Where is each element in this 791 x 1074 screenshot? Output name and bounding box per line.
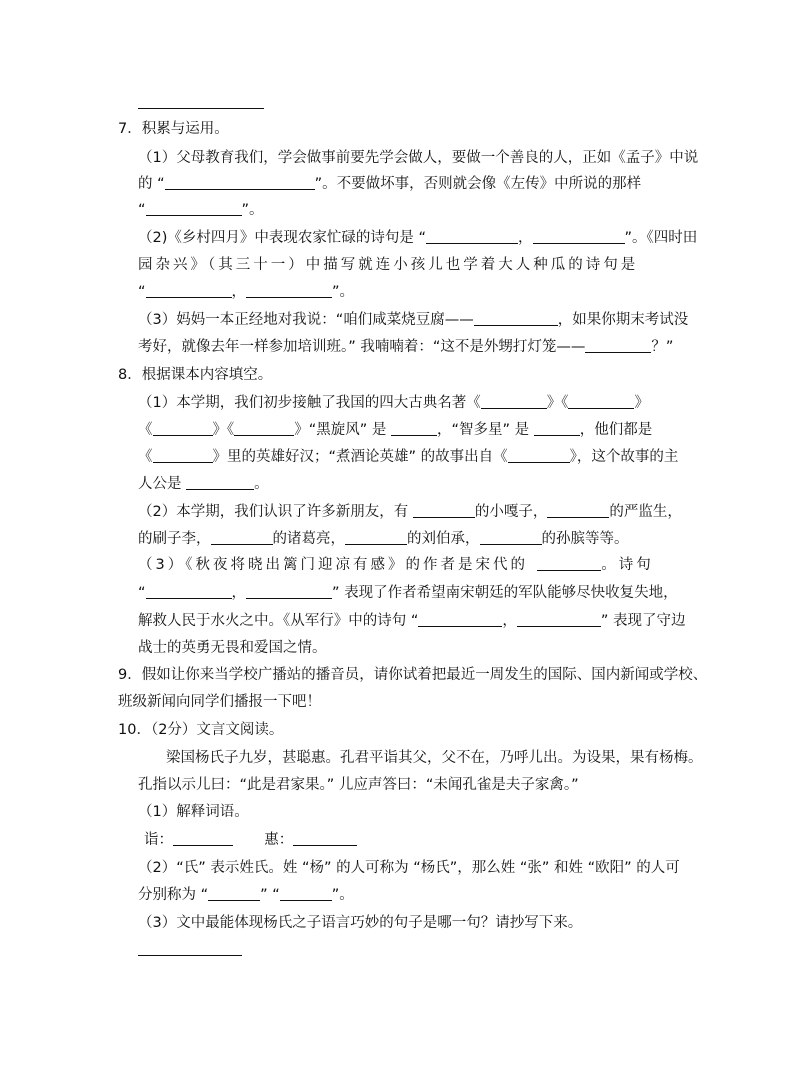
q8-p2-text-5: 的诸葛亮，	[272, 531, 345, 547]
q7-p2-quote-open: “	[138, 284, 146, 300]
q8-p1-text-3: 》里的英雄好汉；“煮酒论英雄” 的故事出自《	[212, 449, 508, 465]
q8-p1-zhiduoxing: ，“智多星” 是	[437, 422, 530, 438]
blank-yanjiansheng[interactable]	[547, 503, 609, 518]
q8-p2-line-a	[138, 502, 682, 522]
blank-classic-3[interactable]	[153, 421, 213, 436]
blank-ouyang-shi[interactable]	[280, 886, 332, 901]
q9-line-b: 班级新闻向同学们播报一下吧！	[118, 694, 321, 710]
q8-p3-comma: ，	[231, 585, 247, 601]
blank-poem-line-2[interactable]	[246, 584, 332, 599]
q8-p1-bracket-close: 》	[634, 395, 649, 411]
blank-classic-1[interactable]	[481, 394, 547, 409]
blank-liubocheng[interactable]	[345, 530, 407, 545]
blank-congjunxing-2[interactable]	[517, 612, 601, 627]
q7-p2-comma-2: ，	[231, 284, 247, 300]
blank-zhang-shi[interactable]	[208, 886, 260, 901]
blank-yi[interactable]	[173, 831, 233, 846]
q10-title: 10．（2分）文言文阅读。	[118, 722, 284, 738]
q8-p2-text: （2）本学期，我们认识了许多新朋友，有	[138, 504, 409, 520]
blank-xiehouyu-1[interactable]	[474, 311, 558, 326]
q7-p3-text-2: ，如果你期末考试没	[557, 312, 689, 328]
blank-xiaogazi[interactable]	[413, 503, 475, 518]
q7-p1-quote-close: ”。	[241, 202, 264, 218]
q7-p2-text: （2)《乡村四月》中表现农家忙碌的诗句是 “	[138, 230, 427, 246]
blank-melon-poem-1[interactable]	[146, 283, 232, 298]
q8-p3-text-4: 解救人民于水火之中。《从军行》中的诗句 “	[138, 613, 419, 629]
q7-p1-quote-open: “	[138, 202, 146, 218]
q8-p2-text-7: 的孙膑等等。	[541, 531, 629, 547]
q8-p1-text-2: ，他们都是	[579, 422, 653, 438]
q8-p3-line-b	[138, 583, 678, 603]
q7-p1-text: 的 “	[138, 176, 165, 192]
q8-p2-text-6: 的刘伯承，	[407, 531, 480, 547]
blank-sunbin[interactable]	[480, 530, 542, 545]
blank-hui[interactable]	[293, 831, 357, 846]
q8-p1-text-5: 人公是	[138, 476, 182, 492]
q8-p3-text: （3）《秋夜将晓出篱门迎凉有感》的作者是宋代的	[138, 557, 528, 573]
blank-heixuanfeng[interactable]	[391, 421, 437, 436]
q8-p1-line-c	[138, 447, 678, 467]
q8-p3-text-2: 。诗句	[601, 557, 654, 573]
q8-p2-text-2: 的小嘎子，	[474, 504, 548, 520]
q7-p3-line-b	[138, 337, 673, 357]
q8-p1-period: 。	[254, 476, 269, 492]
blank-zhugeliang[interactable]	[211, 530, 273, 545]
q10-s3: （3）文中最能体现杨氏之子语言巧妙的句子是哪一句？请抄写下来。	[138, 915, 583, 931]
q7-p2-quote-close: ”。	[332, 284, 355, 300]
q8-p2-line-b	[138, 529, 629, 549]
q7-p3-text-4: ？”	[651, 339, 674, 355]
blank-classic-4[interactable]	[234, 421, 294, 436]
blank-village-poem-2[interactable]	[533, 229, 625, 244]
q7-p3-text: （3）妈妈一本正经地对我说：“咱们咸菜烧豆腐——	[138, 312, 474, 328]
q10-passage-line-a: 梁国杨氏子九岁，甚聪惠。孔君平诣其父，父不在，乃呼儿出。为设果，果有杨梅。	[166, 750, 703, 766]
blank-protagonist[interactable]	[186, 475, 254, 490]
q10-s2-line-b	[138, 885, 354, 905]
q7-title: 7．积累与运用。	[118, 121, 229, 137]
blank-classic-2[interactable]	[568, 394, 634, 409]
q10-s2-quotes: ” “	[260, 887, 280, 903]
blank-melon-poem-2[interactable]	[246, 283, 332, 298]
blank-poet[interactable]	[537, 556, 601, 571]
q8-p1-line-d	[138, 474, 269, 494]
blank-mencius-quote[interactable]	[165, 175, 315, 190]
q10-s2-text: 分别称为 “	[138, 887, 209, 903]
q8-p1-bracket-mid: 》《	[212, 422, 235, 438]
q10-s2-close: ”。	[331, 887, 354, 903]
q8-p1-line-b	[138, 420, 652, 440]
q8-p1-text-4: 》，这个故事的主	[569, 449, 679, 465]
q8-p3-line-c	[138, 611, 686, 631]
q8-p1-line-a	[138, 393, 649, 413]
q7-p1-line-b	[138, 174, 641, 194]
q7-p2-line-c	[138, 282, 354, 302]
q8-p1-heixuanfeng: 》“黑旋风” 是	[294, 422, 387, 438]
q8-p3-quote-open: “	[138, 585, 146, 601]
blank-zuozhuan-quote[interactable]	[146, 201, 242, 216]
blank-poem-line-1[interactable]	[146, 584, 232, 599]
q7-p3-text-3: 考好，就像去年一样参加培训班。” 我喃喃着：“这不是外甥打灯笼——	[138, 339, 586, 355]
q8-p3-line-d: 战士的英勇无畏和爱国之情。	[138, 640, 327, 656]
q7-p2-line-a	[138, 228, 697, 248]
blank-village-poem-1[interactable]	[426, 229, 518, 244]
q7-p1-line-a: （1）父母教育我们，学会做事前要先学会做人，要做一个善良的人，正如《孟子》中说	[138, 150, 699, 166]
q10-s1: （1）解释词语。	[138, 804, 249, 820]
blank-zhiduoxing[interactable]	[534, 421, 580, 436]
q8-p1-bracket-open: 《	[138, 422, 153, 438]
q8-p2-text-4: 的刷子李，	[138, 531, 211, 547]
blank-xiehouyu-2[interactable]	[585, 338, 651, 353]
q8-p1-bracket-open-2: 《	[138, 449, 153, 465]
blank-heroes-book[interactable]	[153, 448, 213, 463]
q10-passage-line-b: 孔指以示儿曰：“此是君家果。” 儿应声答曰：“未闻孔雀是夫子家禽。”	[138, 777, 579, 793]
q8-p3-comma-2: ，	[502, 613, 517, 629]
q8-p2-text-3: 的严监生，	[609, 504, 682, 520]
q7-p2-text-2: ”。《四时田	[624, 230, 698, 246]
q8-p1-bracket: 》《	[546, 395, 569, 411]
q10-word-hui: 惠：	[264, 832, 294, 848]
q10-word-yi: 诣：	[144, 832, 173, 848]
q10-s1-words	[144, 830, 357, 850]
q8-title: 8．根据课本内容填空。	[118, 367, 273, 383]
q10-s2-line-a: （2）“氏” 表示姓氏。姓 “杨” 的人可称为 “杨氏”，那么姓 “张” 和姓 “欧阳” 的人可	[138, 860, 680, 876]
q7-p2-line-b: 园杂兴》（其三十一）中描写就连小孩儿也学着大人种瓜的诗句是	[138, 257, 639, 273]
q7-p2-comma: ，	[518, 230, 533, 246]
q8-p3-text-3: ” 表现了作者希望南宋朝廷的军队能够尽快收复失地，	[332, 585, 678, 601]
q7-p1-text-2: ”。不要做坏事，否则就会像《左传》中所说的那样	[314, 176, 642, 192]
q7-p3-line-a	[138, 310, 688, 330]
blank-zhujiu-book[interactable]	[508, 448, 570, 463]
blank-congjunxing-1[interactable]	[418, 612, 502, 627]
q7-p1-line-c	[138, 200, 264, 220]
q8-p3-text-5: ” 表现了守边	[600, 613, 686, 629]
q8-p1-text: （1）本学期，我们初步接触了我国的四大古典名著《	[138, 395, 481, 411]
answer-line-top	[138, 108, 264, 109]
answer-line-bottom[interactable]	[138, 955, 242, 956]
q8-p3-line-a	[138, 555, 654, 575]
q9-line-a: 9．假如让你来当学校广播站的播音员，请你试着把最近一周发生的国际、国内新闻或学校、	[118, 667, 708, 683]
